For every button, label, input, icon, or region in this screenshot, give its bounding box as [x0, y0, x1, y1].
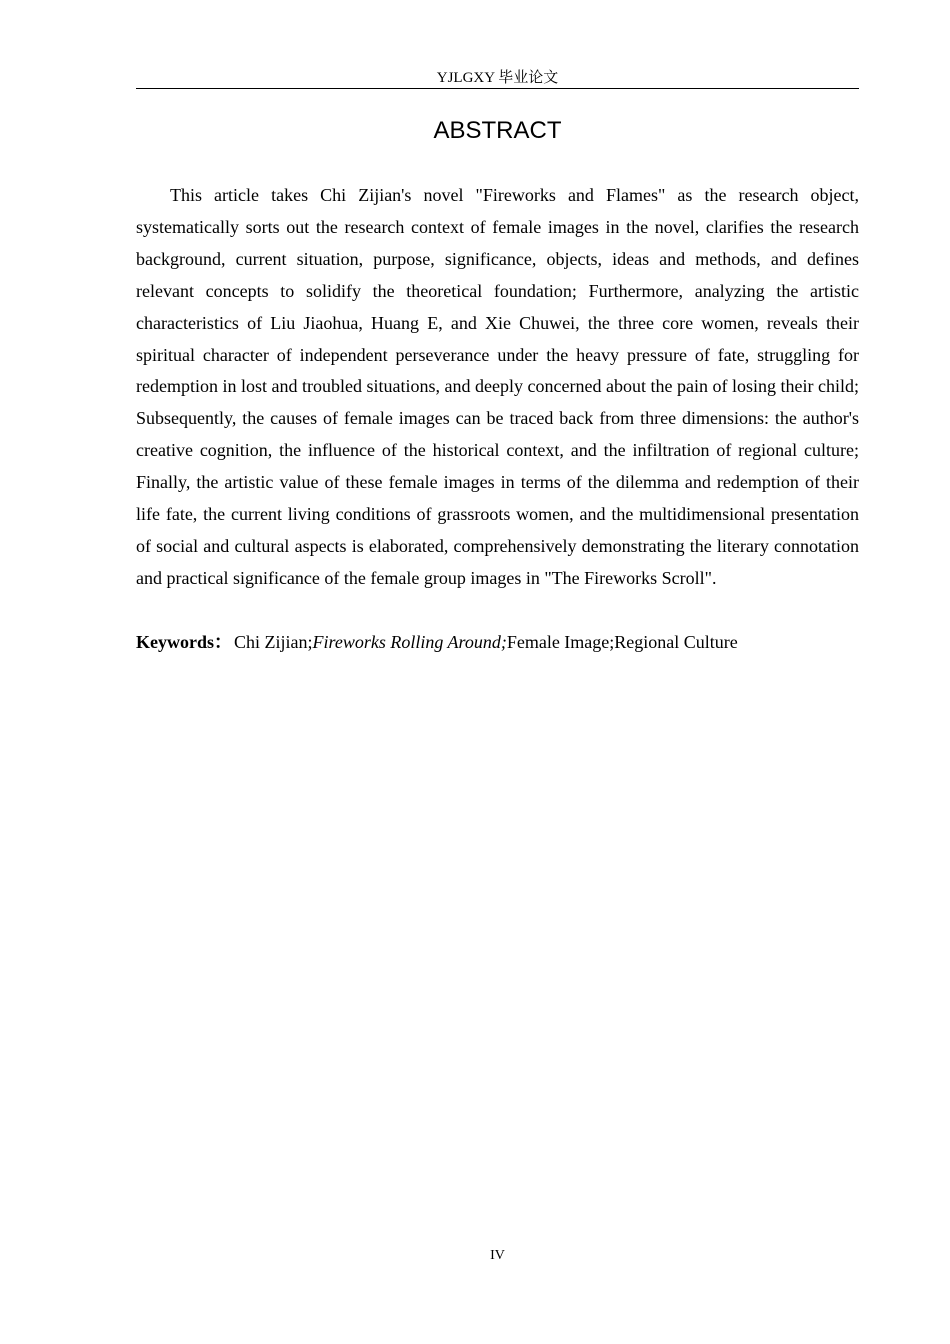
keyword-item: Regional Culture: [614, 632, 738, 652]
keyword-item: Chi Zijian;: [234, 632, 313, 652]
keyword-item: Fireworks Rolling Around;: [312, 632, 507, 652]
keywords-label: Keywords: [136, 632, 214, 652]
keywords-line: [136, 627, 859, 659]
keywords-separator: ：: [214, 632, 232, 652]
abstract-body: This article takes Chi Zijian's novel "Fireworks and Flames" as the research object, systematically sorts out the research context of female images in the novel, clarifies the research background, current situation, purpose, significance, objects, ideas and methods, and defines relevant concepts to solidify the theoretical foundation; Furthermore, analyzing the artistic characteristics of Liu Jiaohua, Huang E, and Xie Chuwei, the three core women, reveals their spiritual character of independent perseverance under the heavy pressure of fate, struggling for redemption in lost and troubled situations, and deeply concerned about the pain of losing their child; Subsequently, the causes of female images can be traced back from three dimensions: the author's creative cognition, the influence of the historical context, and the infiltration of regional culture; Finally, the artistic value of these female images in terms of the dilemma and redemption of their life fate, the current living conditions of grassroots women, and the multidimensional presentation of social and cultural aspects is elaborated, comprehensively demonstrating the literary connotation and practical significance of the female group images in "The Fireworks Scroll".: [136, 185, 859, 588]
page-number: IV: [490, 1248, 505, 1263]
keyword-item: Female Image;: [506, 632, 615, 652]
abstract-title: ABSTRACT: [433, 117, 562, 144]
page-header: [136, 68, 859, 89]
header-text: YJLGXY 毕业论文: [436, 70, 559, 86]
